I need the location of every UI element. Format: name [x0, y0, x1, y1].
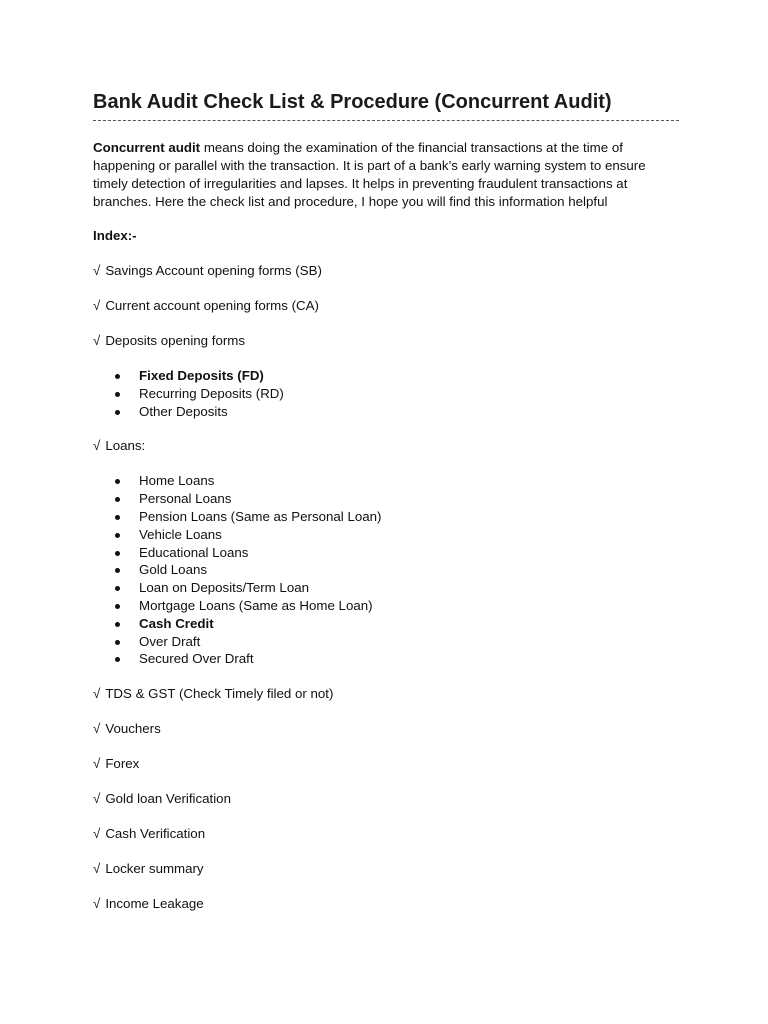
check-item-label: Savings Account opening forms (SB) — [105, 263, 322, 278]
list-item — [93, 650, 679, 668]
check-icon: √ — [93, 438, 101, 454]
bullet-icon — [115, 392, 120, 397]
check-item-locker — [93, 860, 679, 878]
document-title: Bank Audit Check List & Procedure (Concurrent Audit) — [93, 91, 612, 113]
intro-paragraph — [93, 139, 679, 211]
check-icon: √ — [93, 263, 101, 278]
list-item — [93, 367, 679, 385]
check-item-label: TDS & GST (Check Timely filed or not) — [105, 686, 334, 702]
check-icon: √ — [93, 721, 101, 737]
check-item-label: Deposits opening forms — [105, 333, 246, 348]
document-page — [93, 88, 679, 913]
bullet-icon — [115, 640, 120, 645]
check-item-label: Forex — [105, 756, 140, 772]
list-item — [93, 615, 679, 633]
check-icon: √ — [93, 756, 101, 772]
check-item-label: Loans: — [105, 438, 146, 454]
check-item-label: Income Leakage — [105, 896, 204, 912]
list-item-label: Mortgage Loans (Same as Home Loan) — [139, 597, 373, 613]
check-item-label: Gold loan Verification — [105, 791, 231, 807]
list-item-label: Other Deposits — [139, 403, 228, 419]
list-item-label: Home Loans — [139, 473, 215, 489]
check-icon: √ — [93, 826, 101, 842]
check-item-label: Cash Verification — [105, 826, 206, 842]
list-item — [93, 490, 679, 508]
list-item-label: Vehicle Loans — [139, 526, 222, 542]
bullet-icon — [115, 374, 120, 379]
check-item-tds — [93, 685, 679, 703]
check-icon: √ — [93, 861, 101, 877]
check-item-loans — [93, 437, 679, 455]
list-item-label: Educational Loans — [139, 544, 249, 560]
check-item-label: Current account opening forms (CA) — [105, 298, 319, 313]
bullet-icon — [115, 551, 120, 556]
list-item — [93, 526, 679, 544]
list-item — [93, 633, 679, 651]
list-item — [93, 544, 679, 562]
list-item-label: Loan on Deposits/Term Loan — [139, 580, 310, 596]
bullet-icon — [115, 479, 120, 484]
check-icon: √ — [93, 298, 101, 313]
deposit-types-list — [93, 367, 679, 420]
intro-bold-lead: Concurrent audit — [93, 140, 201, 155]
check-item-cash-verification — [93, 825, 679, 843]
check-item-income — [93, 895, 679, 913]
list-item — [93, 561, 679, 579]
dashed-divider — [93, 120, 679, 121]
bullet-icon — [115, 604, 120, 609]
bullet-icon — [115, 657, 120, 662]
check-icon: √ — [93, 686, 101, 702]
bullet-icon — [115, 410, 120, 415]
list-item — [93, 579, 679, 597]
loan-types-list — [93, 472, 679, 668]
list-item — [93, 508, 679, 526]
check-item-savings — [93, 262, 679, 280]
check-item-label: Vouchers — [105, 721, 161, 737]
check-item-label: Locker summary — [105, 861, 204, 877]
bullet-icon — [115, 586, 120, 591]
list-item-label: Personal Loans — [139, 491, 232, 507]
list-item-label: Secured Over Draft — [139, 651, 254, 667]
list-item-label: Gold Loans — [139, 562, 208, 578]
index-heading: Index:- — [93, 228, 137, 243]
intro-text: means doing the examination of the financial transactions at the time of happening or parallel with the transaction. It is part of a bank’s early warning system to ensure timely detection of irregularities and lapses. It helps in preventing fraudulent transactions at branches. Here the check list and procedure, I hope you will find this information helpful — [93, 140, 646, 209]
check-item-forex — [93, 755, 679, 773]
check-item-vouchers — [93, 720, 679, 738]
list-item — [93, 403, 679, 421]
check-item-gold-verification — [93, 790, 679, 808]
list-item-label: Fixed Deposits (FD) — [139, 368, 264, 383]
check-icon: √ — [93, 791, 101, 807]
list-item-label: Cash Credit — [139, 615, 214, 631]
bullet-icon — [115, 622, 120, 627]
check-item-deposits — [93, 332, 679, 350]
list-item-label: Recurring Deposits (RD) — [139, 385, 284, 401]
list-item — [93, 472, 679, 490]
check-icon: √ — [93, 896, 101, 912]
bullet-icon — [115, 533, 120, 538]
bullet-icon — [115, 497, 120, 502]
check-icon: √ — [93, 333, 101, 348]
list-item — [93, 385, 679, 403]
list-item-label: Pension Loans (Same as Personal Loan) — [139, 508, 382, 524]
list-item-label: Over Draft — [139, 633, 201, 649]
bullet-icon — [115, 515, 120, 520]
list-item — [93, 597, 679, 615]
check-item-current — [93, 297, 679, 315]
bullet-icon — [115, 568, 120, 573]
